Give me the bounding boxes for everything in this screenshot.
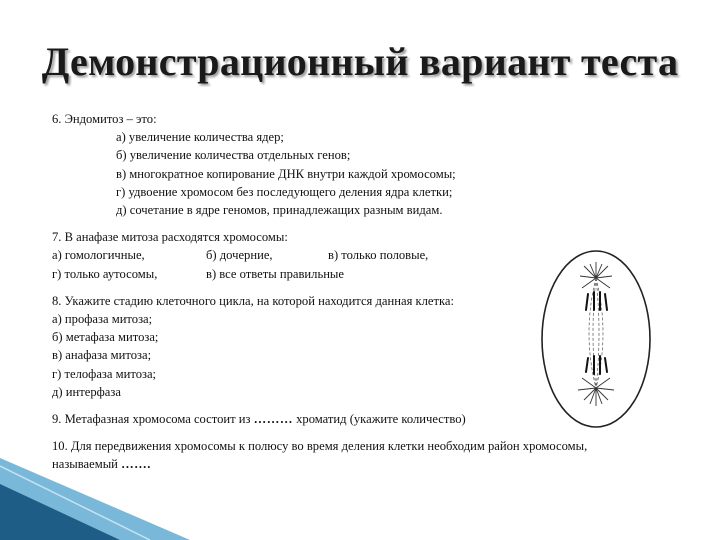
anaphase-cell-figure (538, 248, 654, 430)
question-6-options (52, 128, 692, 219)
q10-line-1: 10. Для передвижения хромосомы к полюсу во время деления клетки необходим район хромосомы, (52, 439, 588, 454)
q7-option-c: в) только половые, (328, 248, 429, 263)
corner-decoration (0, 450, 190, 540)
q8-option-b: б) метафаза митоза; (52, 330, 159, 345)
q6-option-e: д) сочетание в ядре геномов, принадлежащих разным видам. (116, 203, 443, 218)
bottom-aster (578, 378, 614, 406)
q9-text-before: 9. Метафазная хромосома состоит из (52, 412, 251, 427)
q8-option-a: а) профаза митоза; (52, 312, 153, 327)
question-7: 7. В анафазе митоза расходятся хромосомы: (52, 230, 288, 245)
q7-option-e: в) все ответы правильные (206, 266, 344, 281)
q10-line-2-text: называемый (52, 457, 118, 472)
q6-option-d: г) удвоение хромосом без последующего деления ядра клетки; (116, 184, 453, 199)
q6-option-c: в) многократное копирование ДНК внутри каждой хромосомы; (116, 166, 456, 181)
question-6: 6. Эндомитоз – это: (52, 112, 157, 126)
q7-option-b: б) дочерние, (206, 248, 273, 263)
q8-option-c: в) анафаза митоза; (52, 348, 152, 363)
q6-option-b: б) увеличение количества отдельных генов; (116, 148, 351, 163)
q7-option-d: г) только аутосомы, (52, 266, 158, 281)
q9-text-after: хроматид (укажите количество) (296, 412, 466, 427)
q9-blank: ……… (253, 412, 293, 427)
question-8: 8. Укажите стадию клеточного цикла, на которой находится данная клетка: (52, 293, 455, 308)
q10-blank: ……. (121, 457, 151, 472)
top-aster (580, 262, 612, 288)
q6-option-a: а) увеличение количества ядер; (116, 130, 284, 145)
q7-option-a: а) гомологичные, (52, 248, 145, 263)
q8-option-e: д) интерфаза (52, 384, 121, 399)
q8-option-d: г) телофаза митоза; (52, 366, 157, 381)
slide-title: Демонстрационный вариант теста (41, 39, 679, 84)
